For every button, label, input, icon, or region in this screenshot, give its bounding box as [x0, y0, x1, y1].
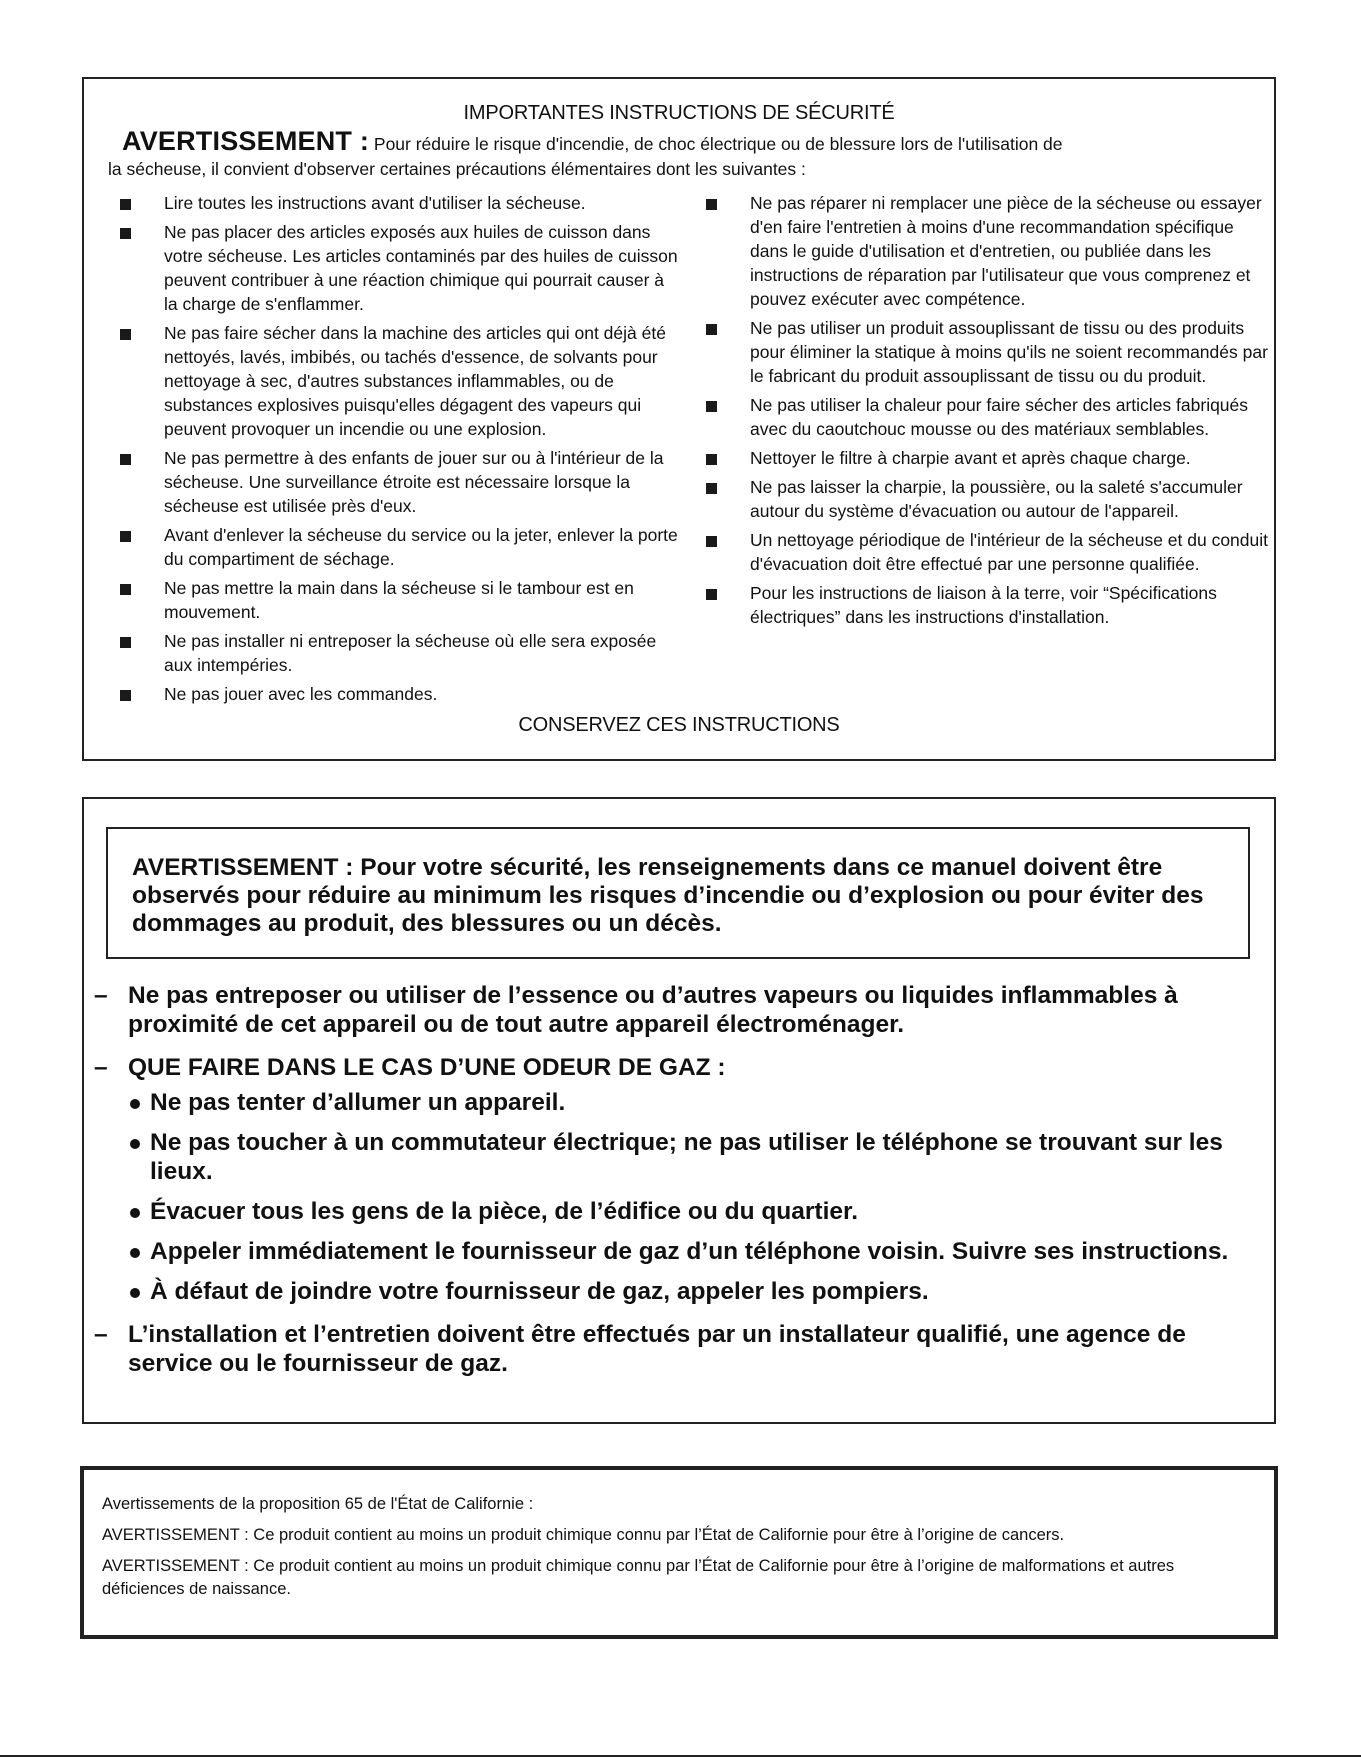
- square-bullet-icon: [120, 584, 131, 595]
- page-bottom-divider: [0, 1755, 1361, 1757]
- gas-odor-heading: QUE FAIRE DANS LE CAS D’UNE ODEUR DE GAZ :: [128, 1054, 726, 1081]
- list-item: Avant d'enlever la sécheuse du service ou la jeter, enlever la porte du compartiment de séchage.: [108, 523, 678, 571]
- prop65-box: [80, 1466, 1278, 1639]
- dot-bullet-icon: [130, 1248, 140, 1258]
- list-item: Ne pas utiliser un produit assouplissant de tissu ou des produits pour éliminer la statique à moins qu'ils ne soient recommandés par le fabricant du produit assouplissant de tissu ou du produit.: [694, 316, 1274, 388]
- list-item: Évacuer tous les gens de la pièce, de l’édifice ou du quartier.: [128, 1197, 1254, 1226]
- prop65-content: [102, 1493, 1234, 1609]
- gas-warning-box: [82, 797, 1276, 1424]
- safety-intro: [108, 126, 1254, 182]
- gas-item-odor: [94, 1053, 1254, 1306]
- square-bullet-icon: [120, 329, 131, 340]
- list-item: Pour les instructions de liaison à la terre, voir “Spécifications électriques” dans les instructions d'installation.: [694, 581, 1274, 629]
- gas-odor-steps: [128, 1088, 1254, 1306]
- inner-warning-box: AVERTISSEMENT : Pour votre sécurité, les renseignements dans ce manuel doivent être observés pour réduire au minimum les risques d’incendie ou d’explosion ou pour éviter des dommages au produit, des blessures ou un décès.: [106, 827, 1250, 959]
- list-item: Ne pas laisser la charpie, la poussière, ou la saleté s'accumuler autour du système d'évacuation ou autour de l'appareil.: [694, 475, 1274, 523]
- list-item: Un nettoyage périodique de l'intérieur de la sécheuse et du conduit d'évacuation doit être effectué par une personne qualifiée.: [694, 528, 1274, 576]
- square-bullet-icon: [120, 637, 131, 648]
- list-item: Ne pas réparer ni remplacer une pièce de la sécheuse ou essayer d'en faire l'entretien à moins d'une recommandation spécifique dans le guide d'utilisation et d'entretien, ou publiée dans les instructions de réparation par l'utilisateur que vous comprenez et pouvez exécuter avec compétence.: [694, 191, 1274, 311]
- list-item: Ne pas faire sécher dans la machine des articles qui ont déjà été nettoyés, lavés, imbibés, ou tachés d'essence, de solvants pour nettoyage à sec, d'autres substances inflammables, ou de substances explosives puisqu'elles dégagent des vapeurs qui peuvent provoquer un incendie ou une explosion.: [108, 321, 678, 441]
- square-bullet-icon: [120, 199, 131, 210]
- list-item: Nettoyer le filtre à charpie avant et après chaque charge.: [694, 446, 1274, 470]
- list-item: Ne pas jouer avec les commandes.: [108, 682, 678, 706]
- gas-item-storage: – Ne pas entreposer ou utiliser de l’essence ou d’autres vapeurs ou liquides inflammables à proximité de cet appareil ou de tout autre appareil électroménager.: [94, 982, 1178, 1038]
- safety-list-left: [108, 191, 678, 711]
- square-bullet-icon: [706, 483, 717, 494]
- list-item: Ne pas toucher à un commutateur électrique; ne pas utiliser le téléphone se trouvant sur les lieux.: [128, 1128, 1254, 1186]
- list-item: Ne pas tenter d’allumer un appareil.: [128, 1088, 1254, 1117]
- safety-footer: CONSERVEZ CES INSTRUCTIONS: [518, 714, 840, 736]
- square-bullet-icon: [706, 324, 717, 335]
- square-bullet-icon: [706, 454, 717, 465]
- dot-bullet-icon: [130, 1208, 140, 1218]
- dot-bullet-icon: [130, 1288, 140, 1298]
- safety-instructions-title: IMPORTANTES INSTRUCTIONS DE SÉCURITÉ: [463, 102, 895, 124]
- dash-bullet-icon: –: [94, 982, 108, 1009]
- square-bullet-icon: [120, 454, 131, 465]
- intro-line-2: la sécheuse, il convient d'observer certaines précautions élémentaires dont les suivantes :: [108, 159, 806, 179]
- square-bullet-icon: [706, 199, 717, 210]
- gas-instructions: [94, 981, 1254, 1392]
- prop65-warning-cancer: AVERTISSEMENT : Ce produit contient au moins un produit chimique connu par l’État de Californie pour être à l’origine de cancers.: [102, 1526, 1065, 1544]
- dot-bullet-icon: [130, 1139, 140, 1149]
- square-bullet-icon: [706, 401, 717, 412]
- safety-list-right: [694, 191, 1274, 634]
- square-bullet-icon: [120, 690, 131, 701]
- square-bullet-icon: [706, 589, 717, 600]
- dash-bullet-icon: –: [94, 1321, 108, 1348]
- warning-label: AVERTISSEMENT :: [122, 126, 370, 156]
- list-item: Appeler immédiatement le fournisseur de gaz d’un téléphone voisin. Suivre ses instructions.: [128, 1237, 1254, 1266]
- list-item: Lire toutes les instructions avant d'utiliser la sécheuse.: [108, 191, 678, 215]
- list-item: Ne pas mettre la main dans la sécheuse si le tambour est en mouvement.: [108, 576, 678, 624]
- dot-bullet-icon: [130, 1099, 140, 1109]
- prop65-heading: Avertissements de la proposition 65 de l'État de Californie :: [102, 1495, 534, 1513]
- square-bullet-icon: [120, 228, 131, 239]
- gas-item-installation: – L’installation et l’entretien doivent être effectués par un installateur qualifié, une agence de service ou le fournisseur de gaz.: [94, 1321, 1186, 1377]
- list-item: Ne pas installer ni entreposer la sécheuse où elle sera exposée aux intempéries.: [108, 629, 678, 677]
- dash-bullet-icon: –: [94, 1054, 108, 1081]
- intro-line-1: Pour réduire le risque d'incendie, de choc électrique ou de blessure lors de l'utilisation de: [373, 134, 1063, 154]
- list-item: Ne pas utiliser la chaleur pour faire sécher des articles fabriqués avec du caoutchouc mousse ou des matériaux semblables.: [694, 393, 1274, 441]
- list-item: Ne pas permettre à des enfants de jouer sur ou à l'intérieur de la sécheuse. Une surveillance étroite est nécessaire lorsque la sécheuse est utilisée près d'eux.: [108, 446, 678, 518]
- square-bullet-icon: [120, 531, 131, 542]
- safety-instructions-box: [82, 77, 1276, 761]
- list-item: Ne pas placer des articles exposés aux huiles de cuisson dans votre sécheuse. Les articles contaminés par des huiles de cuisson peuvent contribuer à une réaction chimique qui pourrait causer à la charge de s'enflammer.: [108, 220, 678, 316]
- prop65-warning-birth-defects: AVERTISSEMENT : Ce produit contient au moins un produit chimique connu par l’État de Californie pour être à l’origine de malformations et autres déficiences de naissance.: [102, 1557, 1175, 1598]
- list-item: À défaut de joindre votre fournisseur de gaz, appeler les pompiers.: [128, 1277, 1254, 1306]
- square-bullet-icon: [706, 536, 717, 547]
